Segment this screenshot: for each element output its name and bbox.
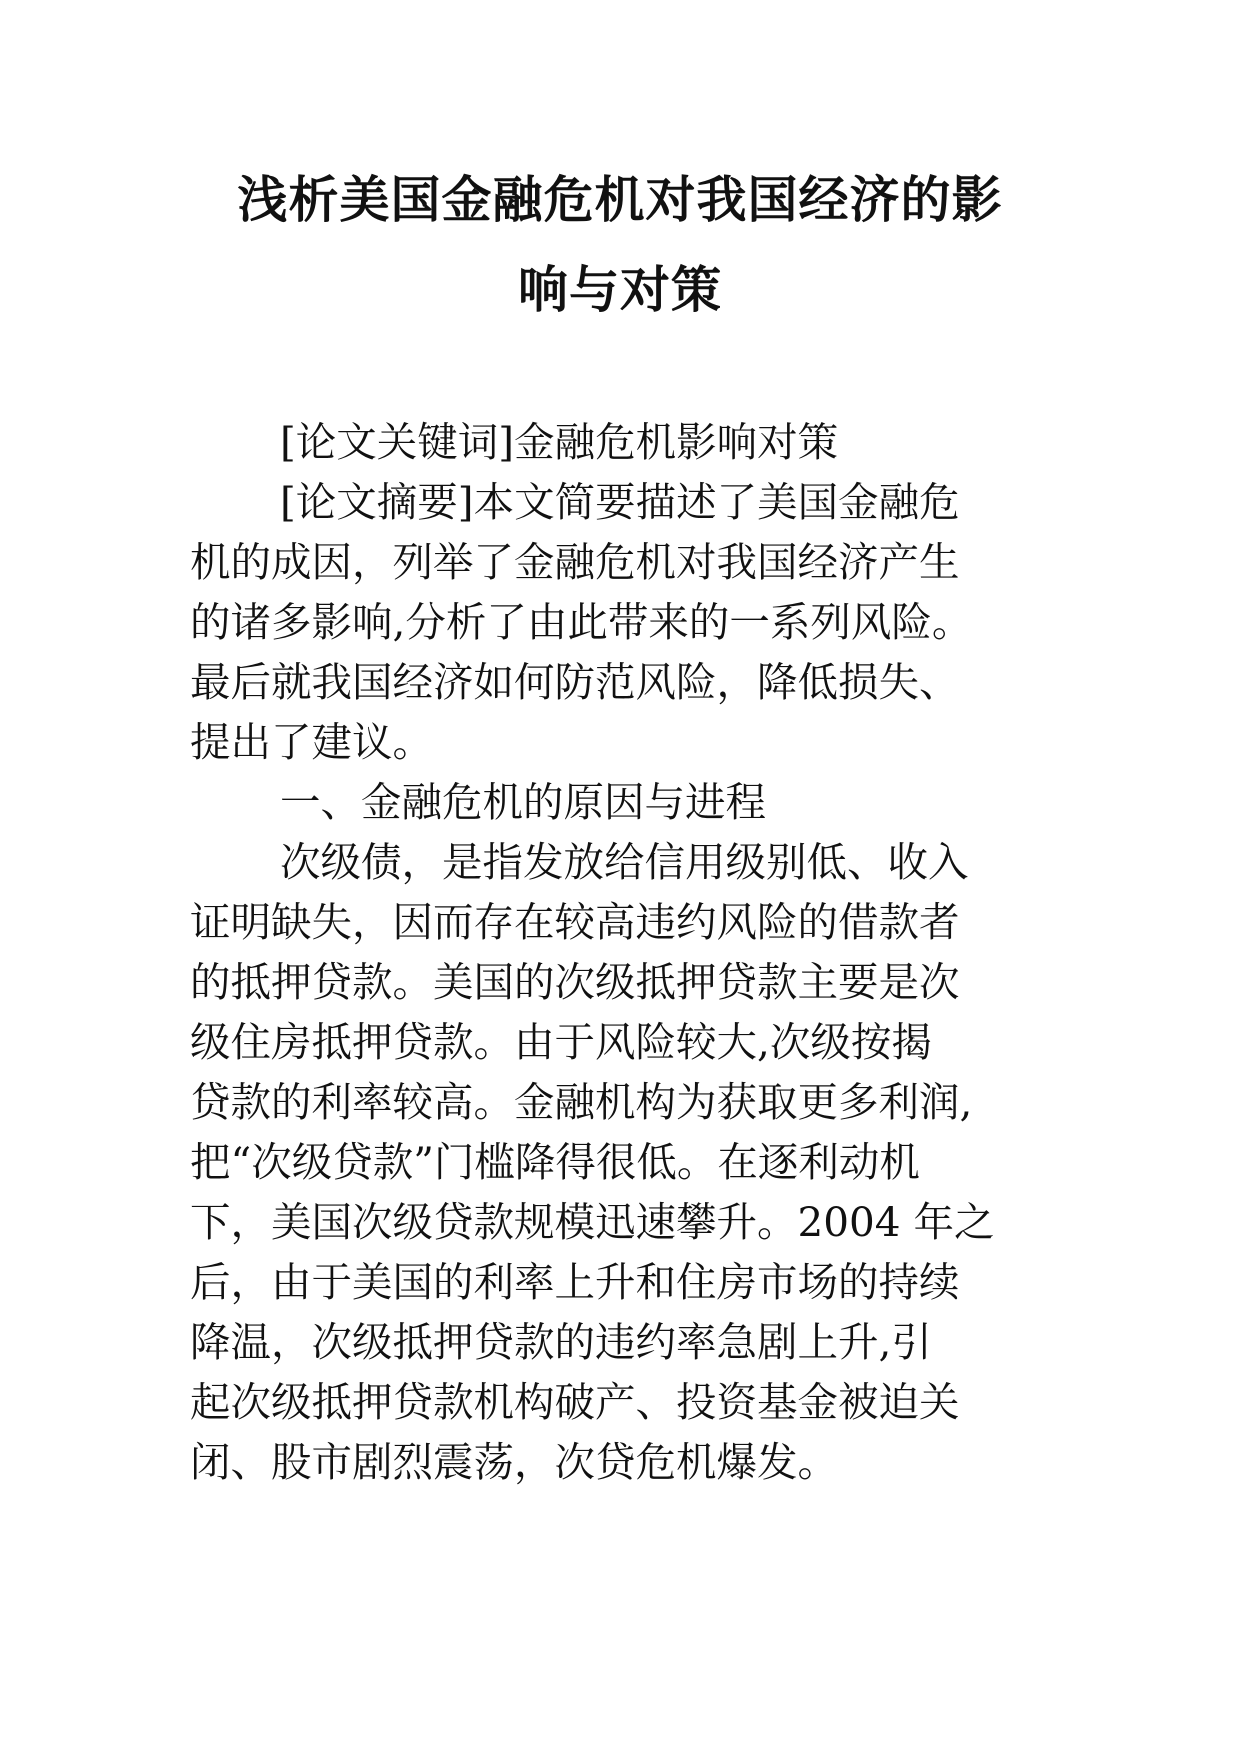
paragraph-line: 级住房抵押贷款。由于风险较大,次级按揭	[190, 1018, 932, 1066]
abstract-line: 最后就我国经济如何防范风险，降低损失、	[190, 658, 960, 706]
abstract-line: 的诸多影响,分析了由此带来的一系列风险。	[190, 598, 973, 646]
title-line: 浅析美国金融危机对我国经济的影	[237, 171, 1003, 229]
section-heading: 一、金融危机的原因与进程	[280, 778, 766, 826]
paragraph-line: 起次级抵押贷款机构破产、投资基金被迫关	[190, 1378, 960, 1426]
title-line: 响与对策	[518, 261, 722, 319]
paragraph-line: 下，美国次级贷款规模迅速攀升。2004 年之	[190, 1198, 995, 1246]
keywords-line: [论文关键词]金融危机影响对策	[280, 418, 839, 466]
document-body	[190, 412, 1090, 1492]
abstract-line: 机的成因，列举了金融危机对我国经济产生	[190, 538, 960, 586]
paragraph-line: 证明缺失，因而存在较高违约风险的借款者	[190, 898, 960, 946]
abstract-line: [论文摘要]本文简要描述了美国金融危	[280, 478, 960, 526]
paragraph-line: 贷款的利率较高。金融机构为获取更多利润,	[190, 1078, 973, 1126]
paragraph-line: 的抵押贷款。美国的次级抵押贷款主要是次	[190, 958, 960, 1006]
abstract-line: 提出了建议。	[190, 718, 433, 766]
paragraph-line: 闭、股市剧烈震荡，次贷危机爆发。	[190, 1438, 838, 1486]
paragraph-line: 把“次级贷款”门槛降得很低。在逐利动机	[190, 1138, 920, 1186]
paragraph-line: 降温，次级抵押贷款的违约率急剧上升,引	[190, 1318, 932, 1366]
document-title	[150, 155, 1090, 335]
paragraph-line: 次级债，是指发放给信用级别低、收入	[280, 838, 969, 886]
paragraph-line: 后，由于美国的利率上升和住房市场的持续	[190, 1258, 960, 1306]
